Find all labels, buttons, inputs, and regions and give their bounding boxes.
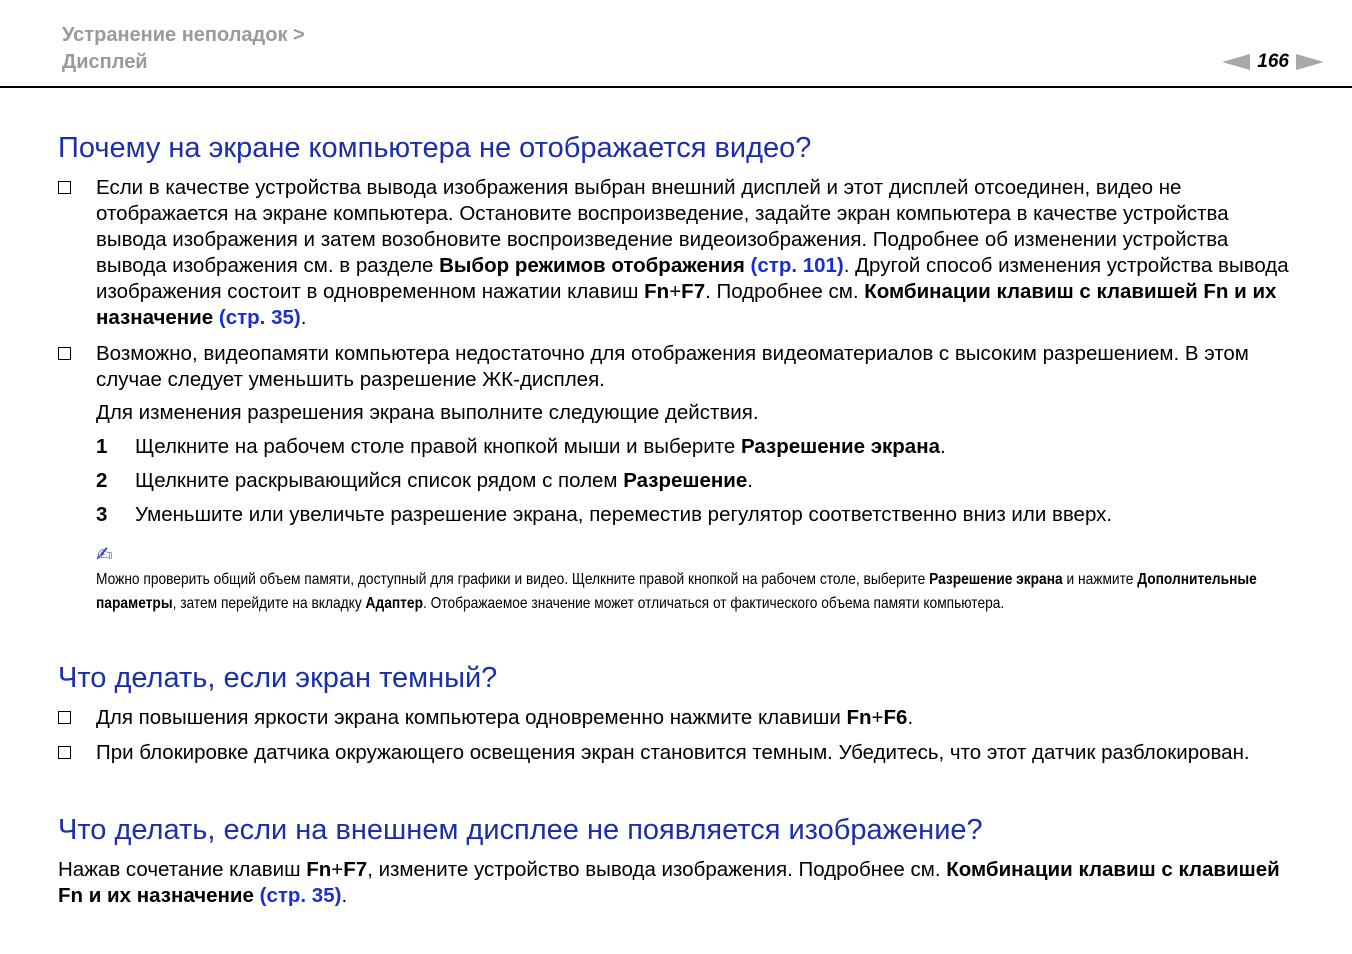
step-item xyxy=(96,434,1296,460)
step-text: Щелкните раскрывающийся список рядом с полем xyxy=(135,469,624,492)
breadcrumb xyxy=(62,22,305,76)
list-item xyxy=(58,341,1298,393)
note-segment: . Отображаемое значение может отличаться от фактического объема памяти компьютера. xyxy=(422,595,1005,612)
list-item xyxy=(58,740,1298,766)
body-text: , измените устройство вывода изображения. Подробнее см. xyxy=(367,858,947,881)
page-navigation xyxy=(1222,51,1324,73)
item-text: Возможно, видеопамяти компьютера недостаточно для отображения видеоматериалов с высоким разрешением. В этом случае следует уменьшить разрешение ЖК-дисплея. xyxy=(96,342,1249,391)
step-item xyxy=(96,502,1296,528)
list-item xyxy=(58,175,1298,331)
step-text: Уменьшите или увеличьте разрешение экрана, переместив регулятор соответственно вниз или вверх. xyxy=(135,503,1113,526)
note-pencil-icon: ✍ xyxy=(96,544,113,566)
note-text xyxy=(96,568,1291,616)
previous-page-arrow-icon[interactable] xyxy=(1222,54,1250,70)
key-name: F6 xyxy=(883,706,908,729)
step-number: 2 xyxy=(96,469,108,492)
key-plus: + xyxy=(331,858,344,881)
page-link[interactable]: (стр. 101) xyxy=(750,254,844,277)
breadcrumb-page: Дисплей xyxy=(62,51,148,73)
breadcrumb-section[interactable]: Устранение неполадок > xyxy=(62,24,305,46)
body-text: Нажав сочетание клавиш xyxy=(58,858,307,881)
page-link[interactable]: (стр. 35) xyxy=(218,306,301,329)
step-text: Щелкните на рабочем столе правой кнопкой мыши и выберите xyxy=(135,435,741,458)
section-heading-no-video: Почему на экране компьютера не отображается видео? xyxy=(58,132,812,164)
key-name: F7 xyxy=(681,280,706,303)
step-end: . xyxy=(940,435,946,458)
note-segment: , затем перейдите на вкладку xyxy=(172,595,366,612)
step-bold: Разрешение xyxy=(623,469,748,492)
item-text: . Другой способ изменения устройства вывода изображения состоит в одновременном нажатии клавиш xyxy=(96,254,1289,303)
key-name: Fn xyxy=(306,858,332,881)
key-plus: + xyxy=(871,706,884,729)
item-text: . xyxy=(907,706,914,729)
item-text: . xyxy=(300,306,307,329)
item-text: Если в качестве устройства вывода изображения выбран внешний дисплей и этот дисплей отсоединен, видео не отображается на экране компьютера. Остановите воспроизведение, задайте экран компьютера в качестве устройства вывода изображения и затем возобновите воспроизведение видеоизображения. Подробнее об изменении устройства вывода изображения см. в разделе xyxy=(96,176,1229,277)
checkbox-bullet-icon xyxy=(58,181,71,194)
note-bold: Дополнительные параметры xyxy=(96,571,1257,612)
item-text: При блокировке датчика окружающего освещения экран становится темным. Убедитесь, что этот датчик разблокирован. xyxy=(96,741,1250,764)
step-number: 1 xyxy=(96,435,108,458)
key-name: F7 xyxy=(343,858,368,881)
checkbox-bullet-icon xyxy=(58,347,71,360)
step-bold: Разрешение экрана xyxy=(740,435,940,458)
instruction-text: Для изменения разрешения экрана выполните следующие действия. xyxy=(96,401,759,424)
item-text: . Подробнее см. xyxy=(705,280,865,303)
list-item xyxy=(58,705,1298,731)
section-heading-external-display: Что делать, если на внешнем дисплее не появляется изображение? xyxy=(58,814,983,846)
body-paragraph xyxy=(58,857,1298,909)
bold-reference: Комбинации клавиш с клавишей Fn и их назначение xyxy=(58,858,1280,907)
step-number: 3 xyxy=(96,503,108,526)
key-plus: + xyxy=(669,280,682,303)
header-divider xyxy=(0,86,1352,88)
section-heading-dark-screen: Что делать, если экран темный? xyxy=(58,662,498,694)
step-end: . xyxy=(747,469,753,492)
bold-reference: Выбор режимов отображения xyxy=(439,254,745,277)
key-name: Fn xyxy=(644,280,670,303)
note-segment: Можно проверить общий объем памяти, доступный для графики и видео. Щелкните правой кнопкой на рабочем столе, выберите xyxy=(96,571,930,588)
note-bold: Разрешение экрана xyxy=(929,571,1063,588)
bold-reference: Комбинации клавиш с клавишей Fn и их назначение xyxy=(96,280,1277,329)
note-segment: и нажмите xyxy=(1062,571,1138,588)
key-name: Fn xyxy=(846,706,872,729)
next-page-arrow-icon[interactable] xyxy=(1296,54,1324,70)
body-text: . xyxy=(341,884,348,907)
item-text: Для повышения яркости экрана компьютера одновременно нажмите клавиши xyxy=(96,706,847,729)
note-bold: Адаптер xyxy=(365,595,423,612)
page-link[interactable]: (стр. 35) xyxy=(259,884,342,907)
page-number: 166 xyxy=(1257,51,1289,72)
step-item xyxy=(96,468,1296,494)
checkbox-bullet-icon xyxy=(58,746,71,759)
checkbox-bullet-icon xyxy=(58,711,71,724)
